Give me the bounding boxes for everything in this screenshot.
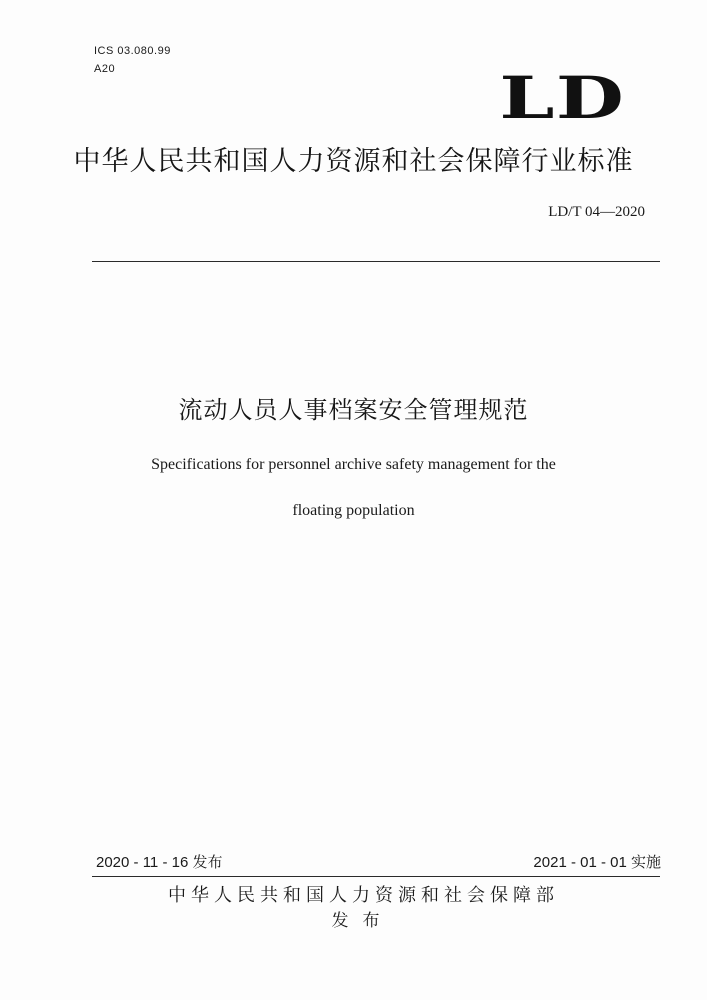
ccs-code: A20 <box>94 63 116 75</box>
standard-logo: LD <box>499 64 625 132</box>
document-title-english-line1: Specifications for personnel archive safety management for the <box>151 456 556 473</box>
publish-label: 发布 <box>331 911 394 931</box>
ics-code: ICS 03.080.99 <box>94 45 171 57</box>
standard-code: LD/T 04—2020 <box>548 204 645 220</box>
standard-organization-title: 中华人民共和国人力资源和社会保障行业标准 <box>73 146 634 177</box>
document-title-chinese: 流动人员人事档案安全管理规范 <box>178 396 529 424</box>
issue-date: 2020 - 11 - 16 发布 <box>96 854 223 871</box>
document-title-english-line2: floating population <box>292 502 415 519</box>
footer-divider <box>92 876 660 877</box>
publisher-name: 中华人民共和国人力资源和社会保障部 <box>168 885 559 906</box>
implementation-date: 2021 - 01 - 01 实施 <box>533 854 661 871</box>
header-divider <box>92 261 660 262</box>
